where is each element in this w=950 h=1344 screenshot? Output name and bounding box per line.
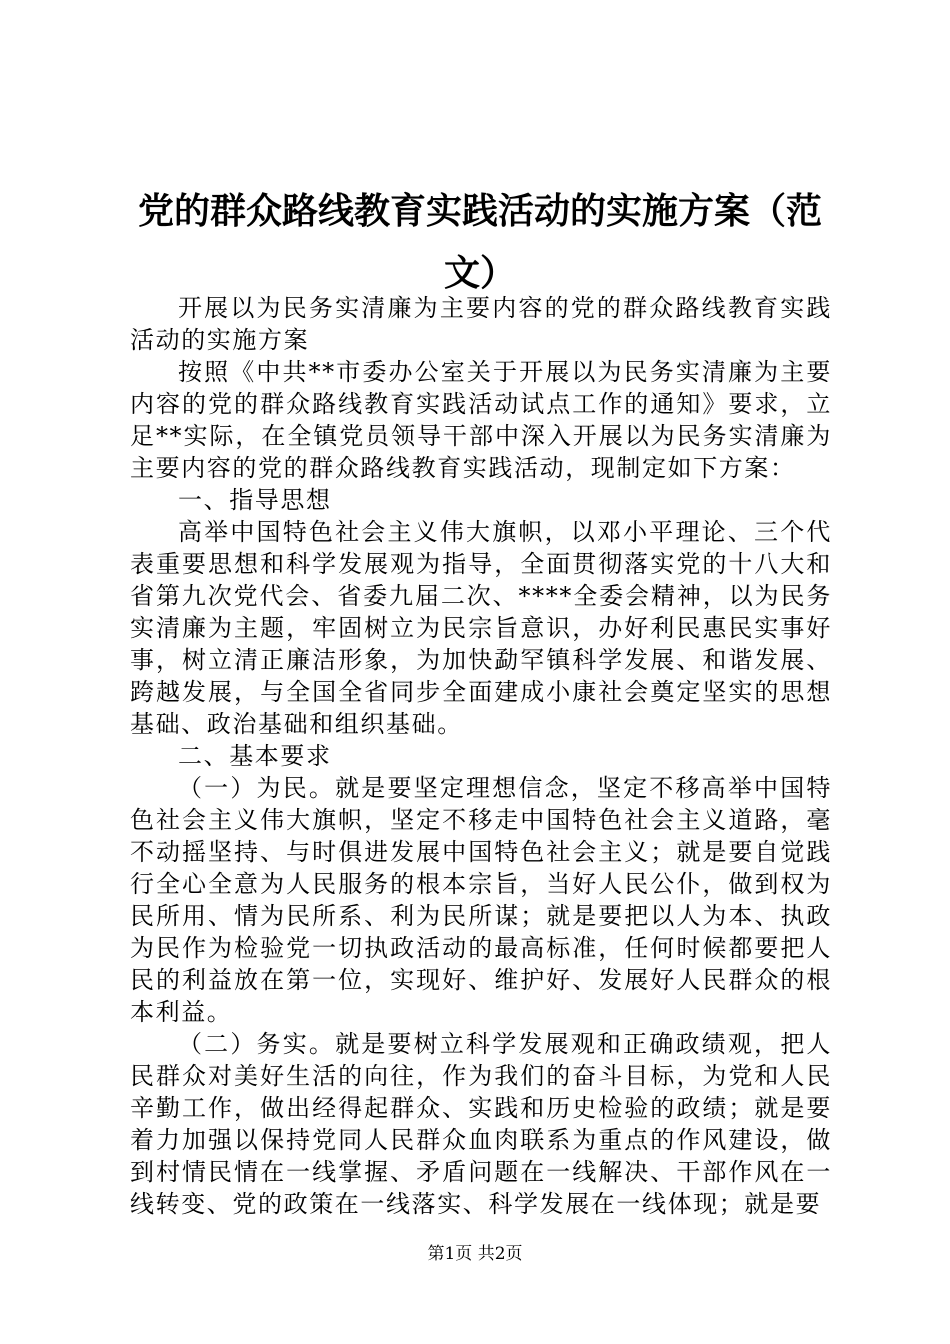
paragraph-intro: 按照《中共**市委办公室关于开展以为民务实清廉为主要内容的党的群众路线教育实践活动试点工作的通知》要求，立足**实际，在全镇党员领导干部中深入开展以为民务实清廉为主要内容的党的群众路线教育实践活动，现制定如下方案： (130, 358, 832, 482)
document-body (130, 292, 832, 1220)
paragraph-requirement-2: （二）务实。就是要树立科学发展观和正确政绩观，把人民群众对美好生活的向往，作为我们的奋斗目标，为党和人民辛勤工作，做出经得起群众、实践和历史检验的政绩；就是要着力加强以保持党同人民群众血肉联系为重点的作风建设，做到村情民情在一线掌握、矛盾问题在一线解决、干部作风在一线转变、党的政策在一线落实、科学发展在一线体现；就是要 (130, 1030, 832, 1218)
heading-basic-requirements: 二、基本要求 (178, 742, 332, 770)
paragraph-subtitle: 开展以为民务实清廉为主要内容的党的群众路线教育实践活动的实施方案 (130, 294, 832, 354)
paragraph-guiding-ideology: 高举中国特色社会主义伟大旗帜，以邓小平理论、三个代表重要思想和科学发展观为指导，全面贯彻落实党的十八大和省第九次党代会、省委九届二次、****全委会精神，以为民务实清廉为主题，牢固树立为民宗旨意识，办好利民惠民实事好事，树立清正廉洁形象，为加快勐罕镇科学发展、和谐发展、跨越发展，与全国全省同步全面建成小康社会奠定坚实的思想基础、政治基础和组织基础。 (130, 518, 832, 738)
heading-guiding-ideology: 一、指导思想 (178, 486, 332, 514)
page-footer: 第1页 共2页 (427, 1244, 523, 1264)
paragraph-requirement-1: （一）为民。就是要坚定理想信念，坚定不移高举中国特色社会主义伟大旗帜，坚定不移走中国特色社会主义道路，毫不动摇坚持、与时俱进发展中国特色社会主义；就是要自觉践行全心全意为人民服务的根本宗旨，当好人民公仆，做到权为民所用、情为民所系、利为民所谋；就是要把以人为本、执政为民作为检验党一切执政活动的最高标准，任何时候都要把人民的利益放在第一位，实现好、维护好、发展好人民群众的根本利益。 (130, 774, 832, 1026)
document-title: 党的群众路线教育实践活动的实施方案（范文） (137, 190, 822, 294)
